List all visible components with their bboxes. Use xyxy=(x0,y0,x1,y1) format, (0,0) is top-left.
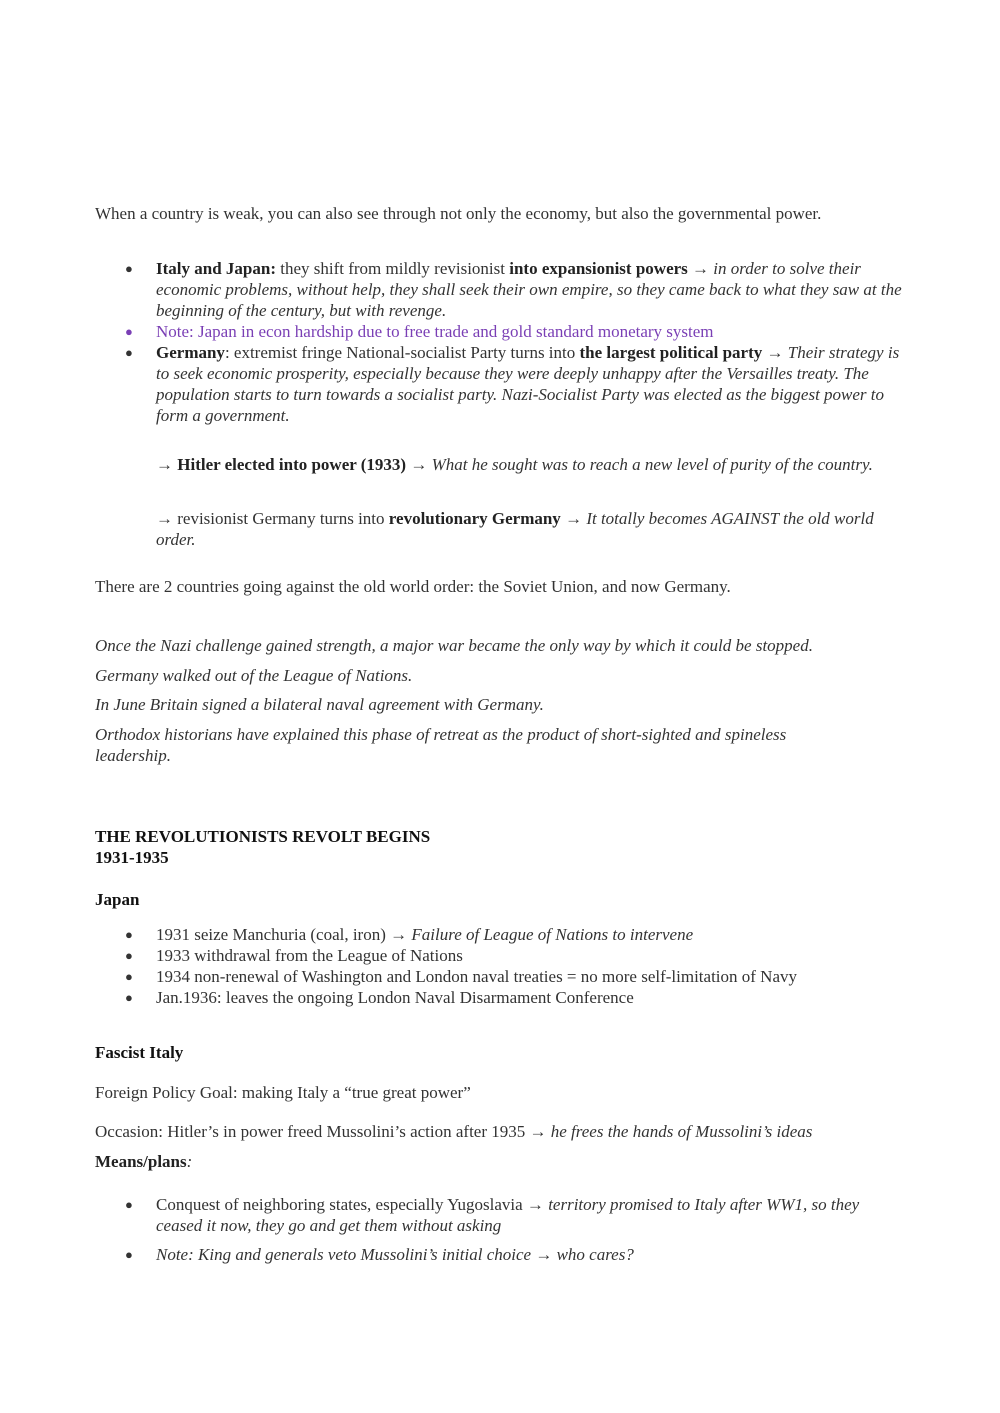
section-title: THE REVOLUTIONISTS REVOLT BEGINS xyxy=(95,827,431,846)
quote-2: Germany walked out of the League of Nations. xyxy=(95,666,413,685)
list-item: ● Conquest of neighboring states, especially Yugoslavia → territory promised to Italy after WW1, so they ceased it now, they go and get them without asking xyxy=(95,1194,905,1236)
revisionist-bullet-list xyxy=(95,258,905,426)
quote-4: Orthodox historians have explained this phase of retreat as the product of short-sighted and spineless leadership. xyxy=(95,725,787,765)
list-item-italy-japan: ● Italy and Japan: they shift from mildly revisionist into expansionist powers → in order to solve their economic problems, without help, they shall seek their own empire, so they came back to what they saw at the beginning of the century, but with revenge. xyxy=(95,258,905,321)
list-item-note-japan: ● Note: Japan in econ hardship due to free trade and gold standard monetary system xyxy=(95,321,905,342)
italy-bullet-list xyxy=(95,1194,905,1265)
hitler-paragraph: → Hitler elected into power (1933) → What he sought was to reach a new level of purity of the country. xyxy=(156,455,873,474)
list-item: ● 1933 withdrawal from the League of Nations xyxy=(95,945,905,966)
list-item: ● 1934 non-renewal of Washington and London naval treaties = no more self-limitation of Navy xyxy=(95,966,905,987)
quote-3: In June Britain signed a bilateral naval agreement with Germany. xyxy=(95,695,544,714)
italy-goal: Foreign Policy Goal: making Italy a “true great power” xyxy=(95,1083,471,1102)
japan-heading: Japan xyxy=(95,890,140,909)
list-item: ● 1931 seize Manchuria (coal, iron) → Failure of League of Nations to intervene xyxy=(95,924,905,945)
japan-bullet-list xyxy=(95,924,905,1008)
revolutionary-paragraph: → revisionist Germany turns into revolutionary Germany → It totally becomes AGAINST the old world order. xyxy=(156,509,874,549)
list-item: ● Jan.1936: leaves the ongoing London Naval Disarmament Conference xyxy=(95,987,905,1008)
two-countries-paragraph: There are 2 countries going against the old world order: the Soviet Union, and now Germany. xyxy=(95,577,731,596)
list-item: ● Note: King and generals veto Mussolini’s initial choice → who cares? xyxy=(95,1244,905,1265)
list-item-germany: ● Germany: extremist fringe National-socialist Party turns into the largest political party → Their strategy is to seek economic prosperity, especially because they were deeply unhappy after the Versailles treaty. The population starts to turn towards a socialist party. Nazi-Socialist Party was elected as the biggest power to form a government. xyxy=(95,342,905,426)
intro-paragraph: When a country is weak, you can also see through not only the economy, but also the governmental power. xyxy=(95,204,822,223)
quote-1: Once the Nazi challenge gained strength, a major war became the only way by which it could be stopped. xyxy=(95,636,813,655)
section-years: 1931-1935 xyxy=(95,848,169,867)
fascist-italy-heading: Fascist Italy xyxy=(95,1043,184,1062)
means-plans-label: Means/plans: xyxy=(95,1152,193,1171)
italy-occasion: Occasion: Hitler’s in power freed Mussolini’s action after 1935 → he frees the hands of Mussolini’s ideas xyxy=(95,1122,813,1141)
